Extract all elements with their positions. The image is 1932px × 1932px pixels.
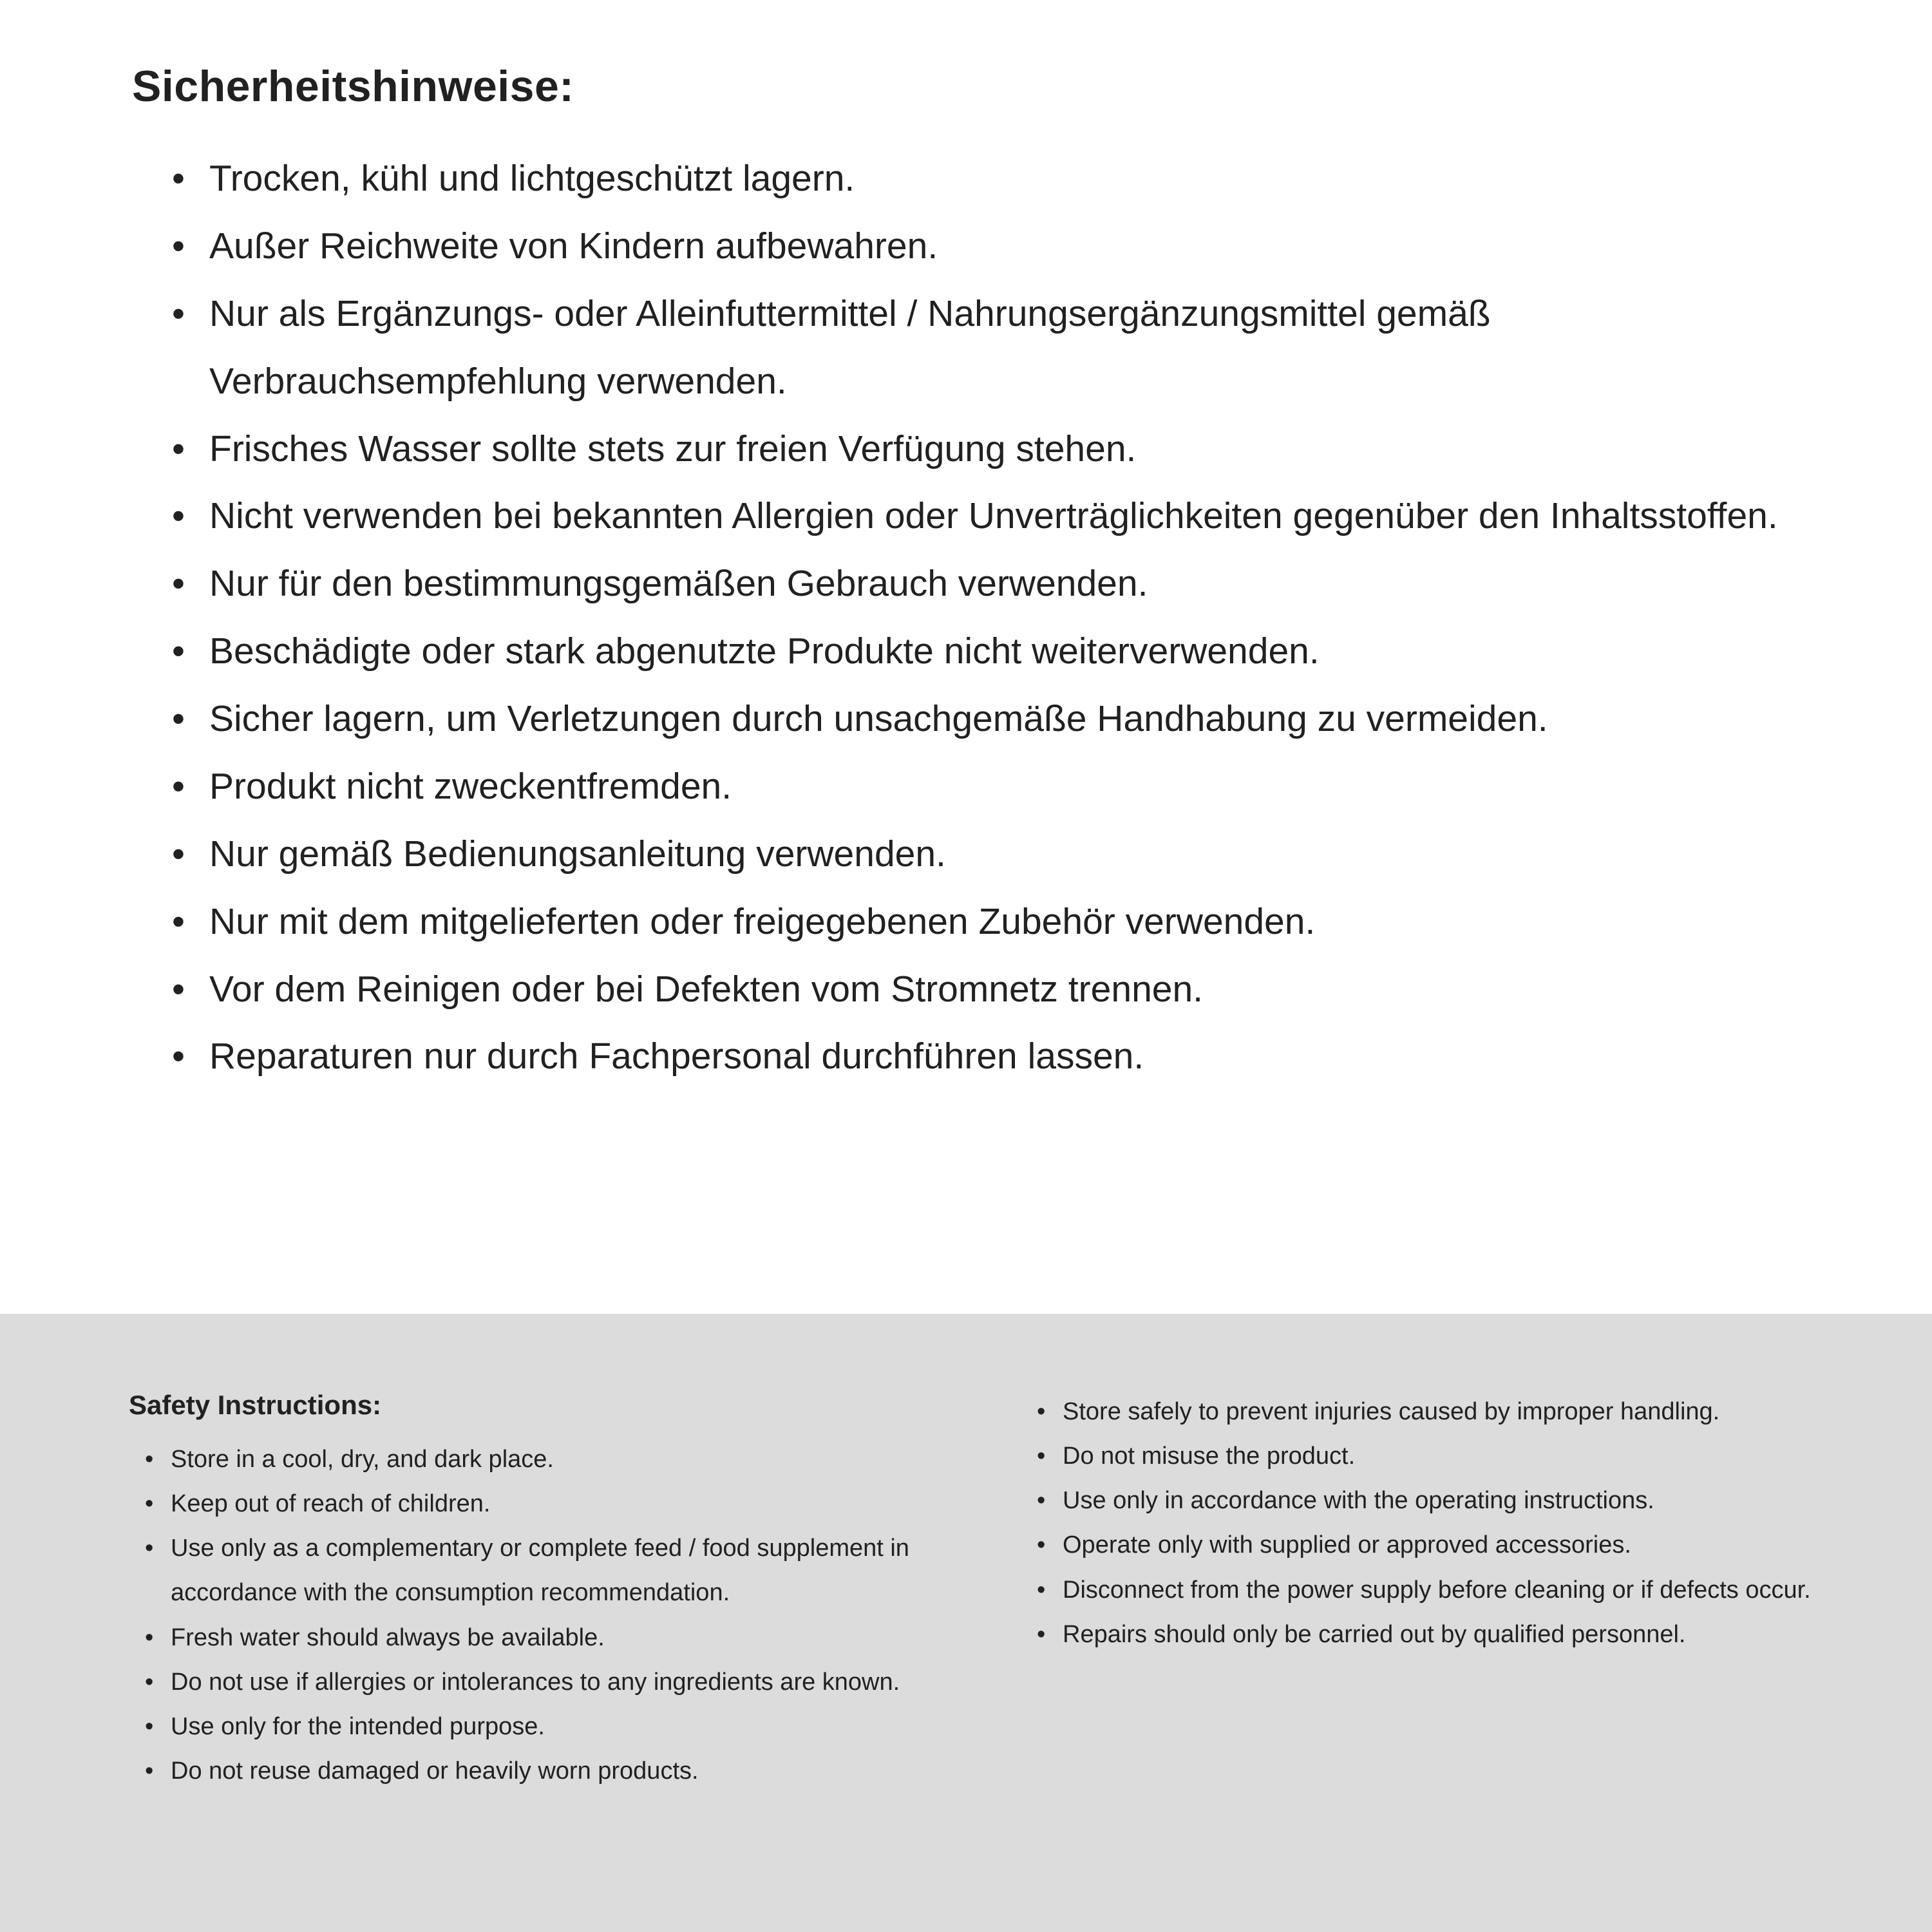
list-item-text: Use only as a complementary or complete feed / food supplement in accordance with the consumption recommendation. [171,1535,909,1607]
list-item-text: Fresh water should always be available. [171,1624,605,1651]
list-item [1037,1613,1864,1657]
list-item-text: Do not reuse damaged or heavily worn products. [171,1757,699,1785]
list-item [145,1616,1008,1660]
list-item-text: Nicht verwenden bei bekannten Allergien oder Unverträglichkeiten gegenüber den Inhaltsstoffen. [209,495,1778,537]
bullet-icon: • [172,428,185,469]
bullet-icon: • [172,563,185,605]
bullet-icon: • [1037,1576,1046,1604]
bullet-icon: • [172,833,185,875]
list-item [145,1705,1008,1749]
list-item [172,618,1855,685]
list-item-text: Trocken, kühl und lichtgeschützt lagern. [209,158,855,199]
list-item-text: Reparaturen nur durch Fachpersonal durchführen lassen. [209,1036,1144,1077]
list-item-text: Beschädigte oder stark abgenutzte Produkte nicht weiterverwenden. [209,630,1320,672]
list-item [1037,1523,1864,1567]
list-item [172,888,1855,956]
list-item-text: Do not misuse the product. [1063,1443,1356,1470]
list-item-text: Repairs should only be carried out by qualified personnel. [1063,1620,1686,1648]
bullet-icon: • [145,1446,154,1473]
bullet-icon: • [1037,1398,1046,1425]
list-item [145,1526,1008,1615]
list-item [1037,1434,1864,1479]
bullet-icon: • [172,225,185,267]
list-item [145,1482,1008,1526]
list-item [172,685,1855,753]
list-item [172,280,1855,415]
list-item [1037,1390,1864,1434]
bullet-icon: • [1037,1443,1046,1470]
list-item-text: Nur als Ergänzungs- oder Alleinfuttermittel / Nahrungsergänzungsmittel gemäß Verbrauchsempfehlung verwenden. [209,292,1491,402]
english-safety-list-right [1037,1390,1864,1657]
list-item [172,550,1855,618]
list-item-text: Nur für den bestimmungsgemäßen Gebrauch verwenden. [209,563,1148,605]
list-item-text: Sicher lagern, um Verletzungen durch unsachgemäße Handhabung zu vermeiden. [209,698,1548,739]
list-item [172,415,1855,483]
bullet-icon: • [145,1490,154,1518]
german-section-title: Sicherheitshinweise: [132,62,574,111]
bullet-icon: • [145,1712,154,1740]
list-item-text: Außer Reichweite von Kindern aufbewahren. [209,225,938,267]
list-item [172,956,1855,1023]
list-item [172,145,1855,213]
list-item-text: Nur mit dem mitgelieferten oder freigegebenen Zubehör verwenden. [209,900,1316,942]
bullet-icon: • [172,900,185,942]
bullet-icon: • [172,630,185,672]
bullet-icon: • [172,495,185,537]
english-safety-section [0,1314,1932,1932]
list-item-text: Nur gemäß Bedienungsanleitung verwenden. [209,833,946,875]
bullet-icon: • [172,968,185,1010]
list-item-text: Produkt nicht zweckentfremden. [209,765,732,807]
english-safety-list-left [129,1437,1008,1794]
english-left-column [129,1390,1008,1932]
list-item [145,1437,1008,1482]
list-item [172,1023,1855,1090]
bullet-icon: • [172,698,185,739]
list-item [172,213,1855,280]
bullet-icon: • [172,158,185,199]
bullet-icon: • [145,1535,154,1562]
list-item-text: Do not use if allergies or intolerances to any ingredients are known. [171,1668,900,1696]
bullet-icon: • [172,292,185,334]
bullet-icon: • [1037,1487,1046,1515]
bullet-icon: • [1037,1620,1046,1648]
list-item [145,1749,1008,1794]
list-item-text: Frisches Wasser sollte stets zur freien Verfügung stehen. [209,428,1137,469]
english-right-column [1008,1390,1864,1932]
bullet-icon: • [1037,1531,1046,1559]
bullet-icon: • [145,1668,154,1696]
list-item [1037,1479,1864,1523]
bullet-icon: • [172,1036,185,1077]
english-section-title: Safety Instructions: [129,1390,382,1420]
bullet-icon: • [145,1757,154,1785]
list-item [172,482,1855,550]
list-item-text: Store safely to prevent injuries caused by improper handling. [1063,1398,1720,1425]
list-item [1037,1568,1864,1613]
bullet-icon: • [172,765,185,807]
list-item-text: Vor dem Reinigen oder bei Defekten vom Stromnetz trennen. [209,968,1204,1010]
bullet-icon: • [145,1624,154,1651]
german-safety-list [132,145,1855,1090]
list-item [145,1660,1008,1705]
list-item-text: Use only for the intended purpose. [171,1712,545,1740]
list-item-text: Operate only with supplied or approved accessories. [1063,1531,1631,1559]
list-item-text: Use only in accordance with the operating instructions. [1063,1487,1654,1515]
list-item-text: Store in a cool, dry, and dark place. [171,1446,554,1473]
list-item-text: Disconnect from the power supply before cleaning or if defects occur. [1063,1576,1811,1604]
list-item-text: Keep out of reach of children. [171,1490,491,1518]
list-item [172,820,1855,888]
list-item [172,753,1855,820]
